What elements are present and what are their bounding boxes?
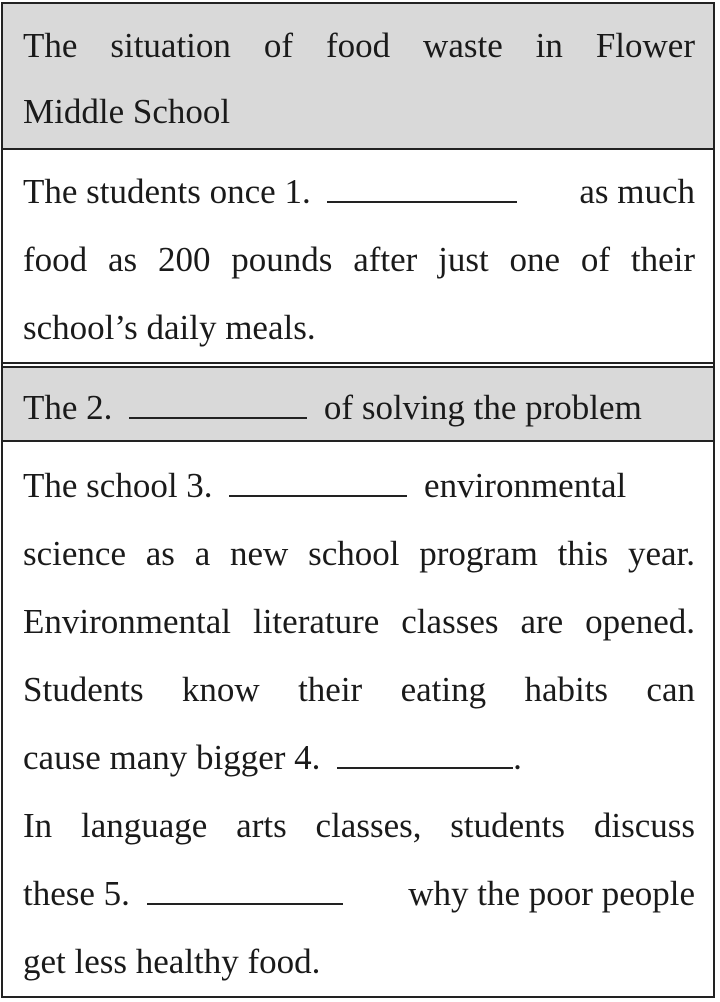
section2-line2: science as a new school program this year. (23, 534, 695, 573)
blank-4-suffix: . (513, 738, 522, 777)
blank-3-suffix: environmental (424, 466, 627, 505)
section1-heading-line2: Middle School (23, 92, 231, 131)
blank-3-prefix: The school 3. (23, 466, 213, 505)
blank-1-suffix: as much (579, 172, 695, 211)
section2-body-cell (3, 442, 713, 998)
section2-line8: get less healthy food. (23, 942, 321, 981)
section1-header-cell (3, 4, 713, 150)
section2-header-cell (3, 368, 713, 442)
section2-line4: Students know their eating habits can (23, 670, 695, 709)
blank-1-line (23, 174, 695, 209)
blank-4-prefix: cause many bigger 4. (23, 738, 321, 777)
blank-4[interactable] (337, 766, 513, 769)
blank-5-line (23, 876, 695, 911)
blank-5[interactable] (147, 902, 343, 905)
worksheet-table (1, 2, 715, 998)
blank-2-suffix: of solving the problem (323, 388, 642, 427)
blank-5-suffix: why the poor people (408, 874, 695, 913)
blank-2[interactable] (129, 416, 307, 419)
section1-body-line2: food as 200 pounds after just one of their (23, 240, 695, 279)
section1-heading-line1: The situation of food waste in Flower (23, 26, 695, 65)
section1-body-line3: school’s daily meals. (23, 308, 316, 347)
blank-2-prefix: The 2. (23, 388, 113, 427)
section1-body-cell (3, 150, 713, 362)
section2-line6: In language arts classes, students discuss (23, 806, 695, 845)
blank-1[interactable] (327, 200, 517, 203)
section2-line3: Environmental literature classes are opened. (23, 602, 695, 641)
blank-3[interactable] (229, 494, 407, 497)
blank-1-prefix: The students once 1. (23, 172, 311, 211)
blank-3-line (23, 468, 695, 503)
blank-4-line (23, 740, 695, 775)
blank-5-prefix: these 5. (23, 874, 130, 913)
blank-2-line (23, 390, 695, 425)
